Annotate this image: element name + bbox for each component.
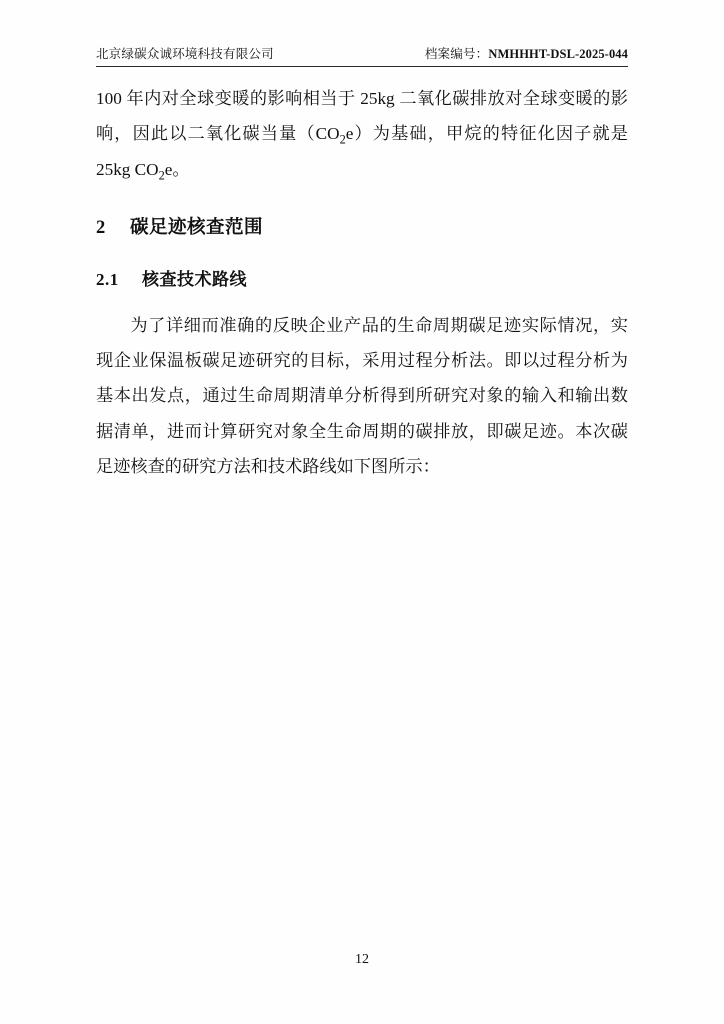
paragraph-technical-route: 为了详细而准确的反映企业产品的生命周期碳足迹实际情况，实现企业保温板碳足迹研究的目标，采用过程分析法。即以过程分析为基本出发点，通过生命周期清单分析得到所研究对象的输入和输出数据清单，进而计算研究对象全生命周期的碳排放，即碳足迹。本次碳足迹核查的研究方法和技术路线如下图所示：	[96, 315, 628, 476]
paragraph-methane-gwp-part2: e）为基础，甲烷的特征化因子就是 25kg CO	[96, 124, 628, 179]
section-heading-2-1	[96, 265, 628, 290]
section-heading-2-number: 2	[96, 217, 106, 238]
page-content	[96, 44, 628, 484]
page-footer	[0, 952, 724, 968]
archive-code: NMHHHT-DSL-2025-044	[488, 47, 628, 61]
paragraph-methane-gwp-part1: 100 年内对全球变暖的影响相当于 25kg 二氧化碳排放对全球变暖的影响，因此以二氧化碳当量（CO	[96, 89, 628, 144]
page-number: 12	[355, 952, 369, 967]
section-heading-2-1-number: 2.1	[96, 269, 119, 289]
section-heading-2-1-title: 核查技术路线	[142, 269, 247, 289]
archive-label: 档案编号：	[424, 47, 489, 61]
header-company-name: 北京绿碳众诚环境科技有限公司	[96, 47, 274, 61]
header-archive	[425, 44, 628, 62]
section-heading-2	[96, 213, 628, 239]
subscript-two-a: 2	[339, 132, 346, 147]
paragraph-methane-gwp	[96, 81, 628, 187]
subscript-two-b: 2	[158, 167, 165, 182]
page-header	[96, 44, 628, 67]
paragraph-methane-gwp-part3: e。	[164, 159, 190, 179]
section-heading-2-title: 碳足迹核查范围	[130, 217, 264, 238]
